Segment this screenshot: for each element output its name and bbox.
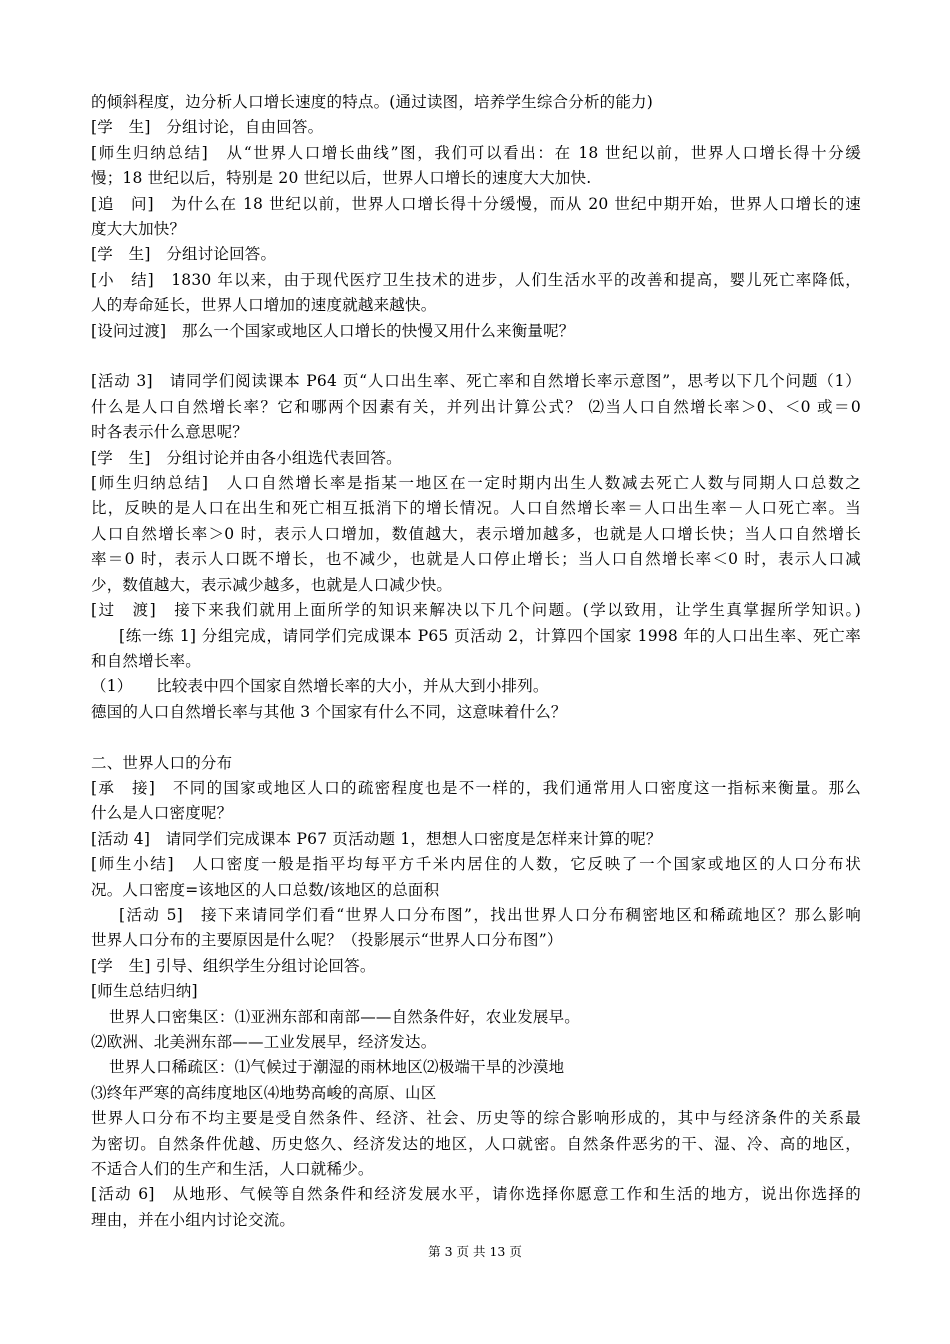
text-line: [追 问] 为什么在 18 世纪以前，世界人口增长得十分缓慢，而从 20 世纪中期开始，世界人口增长的速 (91, 194, 861, 213)
text-line: 的倾斜程度，边分析人口增长速度的特点。(通过读图，培养学生综合分析的能力) (91, 93, 653, 111)
text-line: 为密切。自然条件优越、历史悠久、经济发达的地区，人口就密。自然条件恶劣的干、湿、冷、高的地区， (91, 1134, 861, 1153)
text-line: [师生小结] 人口密度一般是指平均每平方千米内居住的人数，它反映了一个国家或地区的人口分布状 (91, 855, 861, 874)
text-line: 世界人口稀疏区：⑴气候过于潮湿的雨林地区⑵极端干旱的沙漠地 (109, 1058, 565, 1077)
text-line: 少，数值越大，表示减少越多，也就是人口减少快。 (91, 575, 453, 594)
text-line: [师生归纳总结] 从“世界人口增长曲线”图，我们可以看出：在 18 世纪以前，世界人口增长得十分缓 (91, 143, 861, 162)
text-line: [活动 3] 请同学们阅读课本 P64 页“人口出生率、死亡率和自然增长率示意图”，思考以下几个问题（1） (91, 372, 861, 391)
text-line: 德国的人口自然增长率与其他 3 个国家有什么不同，这意味着什么？ (91, 702, 567, 721)
text-line: 世界人口分布的主要原因是什么呢？（投影展示“世界人口分布图”） (91, 931, 563, 950)
text-line: ⑵欧洲、北美洲东部——工业发展早，经济发达。 (91, 1033, 437, 1051)
text-line: [活动 6] 从地形、气候等自然条件和经济发展水平，请你选择你愿意工作和生活的地方，说出你选择的 (91, 1185, 861, 1204)
text-line: [师生总结归纳] (91, 982, 198, 1001)
paragraph-gap (91, 725, 861, 750)
text-line: [小 结] 1830 年以来，由于现代医疗卫生技术的进步，人们生活水平的改善和提高，婴儿死亡率降低， (91, 270, 861, 289)
text-line: [过 渡] 接下来我们就用上面所学的知识来解决以下几个问题。(学以致用，让学生真掌握所学知识。) (91, 601, 861, 620)
text-line: （1） 比较表中四个国家自然增长率的大小，并从大到小排列。 (91, 677, 549, 696)
text-line: [师生归纳总结] 人口自然增长率是指某一地区在一定时期内出生人数减去死亡人数与同期人口总数之 (91, 474, 861, 493)
paragraph-gap (91, 344, 861, 369)
text-line: [学 生] 分组讨论，自由回答。 (91, 118, 324, 137)
text-line: 和自然增长率。 (91, 651, 201, 670)
text-line: [设问过渡] 那么一个国家或地区人口增长的快慢又用什么来衡量呢？ (91, 321, 575, 340)
text-line: 不适合人们的生产和生活，人口就稀少。 (91, 1160, 374, 1179)
text-line: [活动 4] 请同学们完成课本 P67 页活动题 1，想想人口密度是怎样来计算的呢？ (91, 829, 662, 848)
text-line: [练一练 1] 分组完成，请同学们完成课本 P65 页活动 2，计算四个国家 1998 年的人口出生率、死亡率 (119, 626, 861, 645)
text-line: [学 生] 分组讨论回答。 (91, 245, 277, 264)
text-line: [学 生] 分组讨论并由各小组选代表回答。 (91, 448, 402, 467)
text-line: 比，反映的是人口在出生和死亡相互抵消下的增长情况。人口自然增长率＝人口出生率－人口死亡率。当 (91, 499, 861, 518)
text-line: 时各表示什么意思呢？ (91, 423, 249, 442)
text-line: 人的寿命延长，世界人口增加的速度就越来越快。 (91, 296, 437, 315)
document-body (91, 90, 861, 1233)
text-line: [承 接] 不同的国家或地区人口的疏密程度也是不一样的，我们通常用人口密度这一指标来衡量。那么 (91, 778, 861, 797)
text-line: 二、世界人口的分布 (91, 753, 233, 772)
text-line: 慢；18 世纪以后，特别是 20 世纪以后，世界人口增长的速度大大加快. (91, 169, 592, 188)
text-line: 率＝0 时，表示人口既不增长，也不减少，也就是人口停止增长；当人口自然增长率＜0 时，表示人口减 (91, 550, 861, 569)
page-footer: 第 3 页 共 13 页 (428, 1244, 522, 1259)
text-line: 世界人口密集区：⑴亚洲东部和南部——自然条件好，农业发展早。 (109, 1007, 581, 1026)
text-line: 什么是人口密度呢？ (91, 804, 233, 823)
text-line: 理由，并在小组内讨论交流。 (91, 1210, 296, 1229)
text-line: 度大大加快？ (91, 220, 186, 239)
text-line: 人口自然增长率＞0 时，表示人口增加，数值越大，表示增加越多，也就是人口增长快；当人口自然增长 (91, 524, 861, 543)
text-line: 世界人口分布不均主要是受自然条件、经济、社会、历史等的综合影响形成的，其中与经济条件的关系最 (91, 1109, 861, 1128)
text-line: ⑶终年严寒的高纬度地区⑷地势高峻的高原、山区 (91, 1083, 437, 1102)
text-line: 况。人口密度=该地区的人口总数/该地区的总面积 (91, 880, 440, 899)
text-line: [学 生] 引导、组织学生分组讨论回答。 (91, 956, 376, 975)
text-line: [活动 5] 接下来请同学们看“世界人口分布图”，找出世界人口分布稠密地区和稀疏地区？那么影响 (119, 905, 861, 924)
text-line: 什么是人口自然增长率？它和哪两个因素有关，并列出计算公式？ ⑵当人口自然增长率＞0、＜0 或＝0 (91, 397, 861, 416)
